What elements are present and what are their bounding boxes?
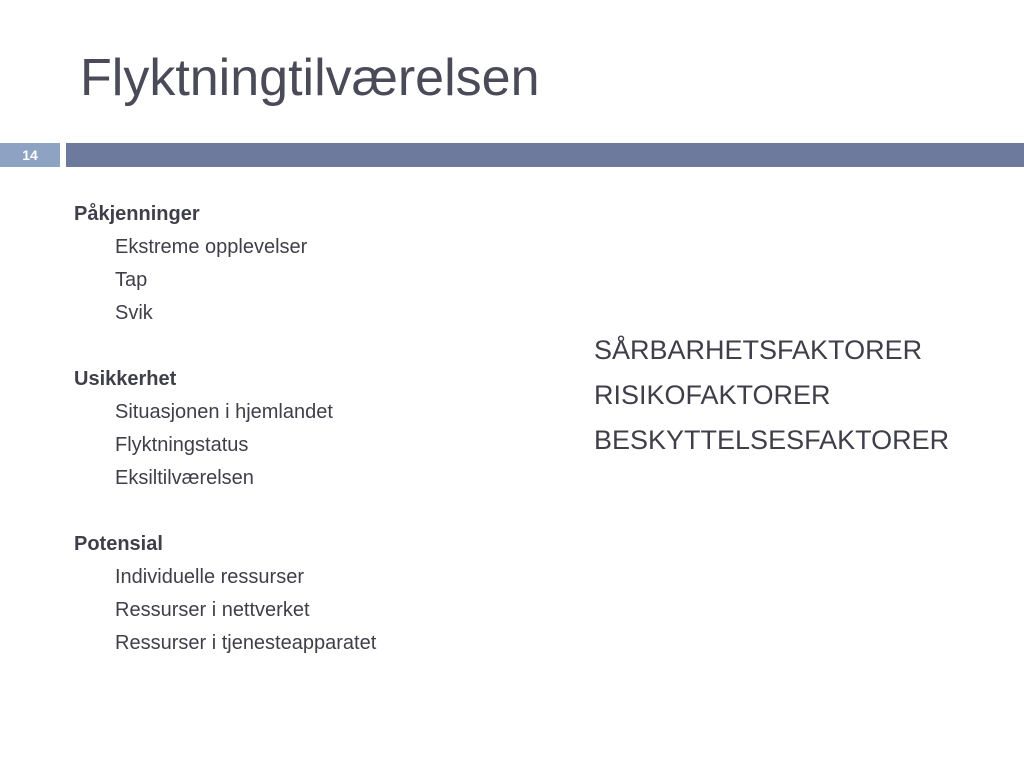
list-item: Svik — [115, 302, 153, 324]
section-heading: Potensial — [74, 533, 163, 555]
section-heading: Påkjenninger — [74, 203, 200, 225]
list-item: Eksiltilværelsen — [115, 467, 254, 489]
list-item: Ressurser i tjenesteapparatet — [115, 632, 377, 654]
section-heading: Usikkerhet — [74, 368, 177, 390]
list-item: Flyktningstatus — [115, 434, 249, 456]
slide-number-badge: 14 — [0, 143, 60, 167]
section-pakjenninger — [74, 198, 534, 330]
list-item: Situasjonen i hjemlandet — [115, 401, 333, 423]
list-item: Ressurser i nettverket — [115, 599, 310, 621]
content-list — [74, 198, 534, 693]
section-usikkerhet — [74, 363, 534, 495]
section-potensial — [74, 528, 534, 660]
list-item: Individuelle ressurser — [115, 566, 304, 588]
factor-sarbarhet: SÅRBARHETSFAKTORER — [594, 335, 923, 365]
list-item: Ekstreme opplevelser — [115, 236, 308, 258]
title-divider-bar — [66, 143, 1024, 167]
list-item: Tap — [115, 269, 148, 291]
factors-list — [594, 328, 1014, 463]
factor-beskyttelse: BESKYTTELSESFAKTORER — [594, 425, 950, 455]
factor-risiko: RISIKOFAKTORER — [594, 380, 831, 410]
slide-title: Flyktningtilværelsen — [80, 49, 540, 107]
